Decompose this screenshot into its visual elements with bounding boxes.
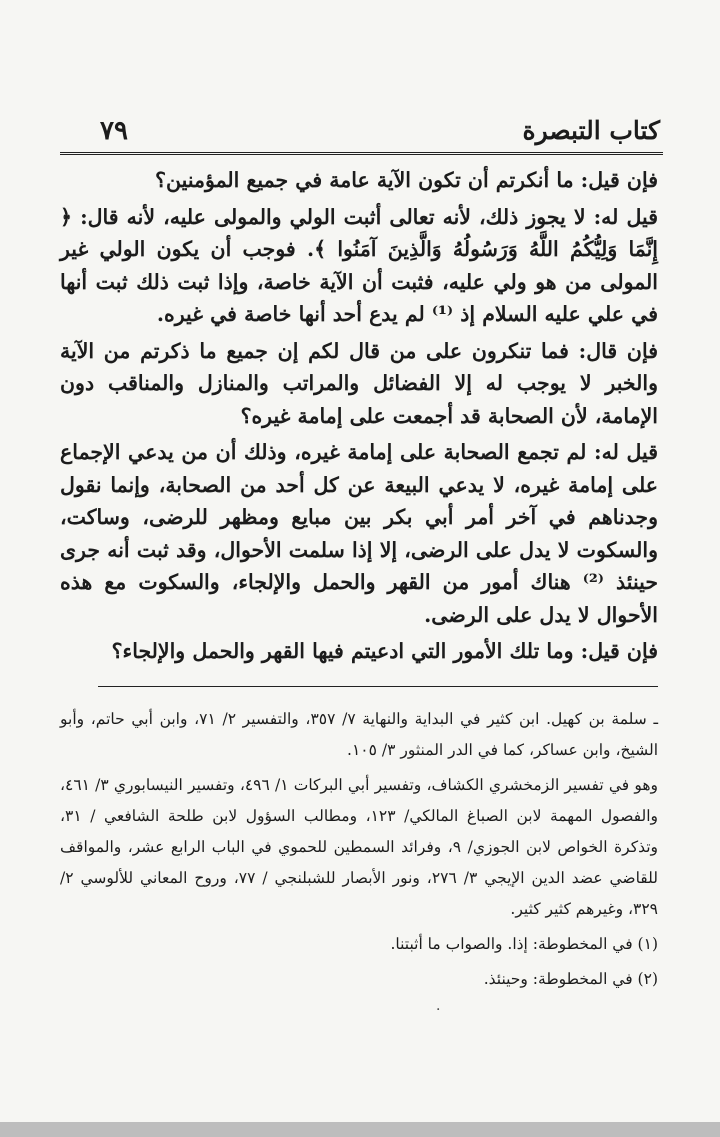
header-rule — [60, 152, 663, 155]
body-paragraph: فإن قيل: وما تلك الأمور التي ادعيتم فيها القهر والحمل والإلجاء؟ — [111, 639, 658, 663]
footnote-item: (١) في المخطوطة: إذا. والصواب ما أثبتنا. — [390, 935, 658, 953]
body-paragraph: فإن قال: فما تنكرون على من قال لكم إن جميع ما ذكرتم من الآية والخبر لا يوجب له إلا الفضائل والمراتب والمنازل والمناقب دون الإمامة، لأن الصحابة قد أجمعت على إمامة غيره؟ — [60, 338, 658, 428]
body-paragraph: قيل له: لم تجمع الصحابة على إمامة غيره، وذلك أن من يدعي الإجماع على إمامة غيره، لا يدعي البيعة عن كل أحد من الصحابة، وإنما نقول وجدناهم في آخر أمر أبي بكر بين مبايع ومظهر للرضى، وساكت، والسكوت لا يدل على الرضى، إلا إذا سلمت الأحوال، وقد ثبت أنه جرى حينئذ ⁽²⁾ هناك أمور من القهر والحمل والإلجاء، والسكوت مع هذه الأحوال لا يدل على الرضى. — [60, 440, 658, 627]
page-number: ٧٩ — [100, 116, 128, 146]
footnote-separator — [98, 686, 658, 687]
ink-speck: · — [436, 1002, 441, 1018]
main-text — [60, 164, 658, 672]
body-paragraph: فإن قيل: ما أنكرتم أن تكون الآية عامة في جميع المؤمنين؟ — [155, 168, 658, 192]
book-title: كتاب التبصرة — [522, 116, 660, 145]
footnote-paragraph: ـ سلمة بن كهيل. ابن كثير في البداية والنهاية ٧/ ٣٥٧، والتفسير ٢/ ٧١، وابن أبي حاتم، وأبو الشيخ، وابن عساكر، كما في الدر المنثور ٣/ ١٠٥. — [60, 710, 658, 759]
footnote-item: (٢) في المخطوطة: وحينئذ. — [483, 970, 658, 988]
footnote-paragraph: وهو في تفسير الزمخشري الكشاف، وتفسير أبي البركات ١/ ٤٩٦، وتفسير النيسابوري ٣/ ٤٦١، والفصول المهمة لابن الصباغ المالكي/ ١٢٣، ومطالب السؤول لابن طلحة الشافعي / ٣١، وتذكرة الخواص لابن الجوزي/ ٩، وفرائد السمطين للحموي في الباب الرابع عشر، والمواقف للقاضي عضد الدين الإيجي ٣/ ٢٧٦، ونور الأبصار للشبلنجي / ٧٧، وروح المعاني للألوسي ٢/ ٣٢٩، وغيرهم كثير كثير. — [60, 776, 659, 918]
footnotes — [60, 704, 658, 999]
body-paragraph: قيل له: لا يجوز ذلك، لأنه تعالى أثبت الولي والمولى عليه، لأنه قال: ﴿ إِنَّمَا وَلِيُّكُمُ اللَّهُ وَرَسُولُهُ وَالَّذِينَ آمَنُوا ﴾. فوجب أن يكون الولي غير المولى من هو ولي عليه، فثبت أن الآية خاصة، وإذا ثبت ذلك ثبت أنها في علي عليه السلام إذ ⁽¹⁾ لم يدع أحد أنها خاصة في غيره. — [60, 204, 658, 326]
bottom-edge-strip — [0, 1122, 720, 1137]
page-header — [60, 108, 660, 150]
